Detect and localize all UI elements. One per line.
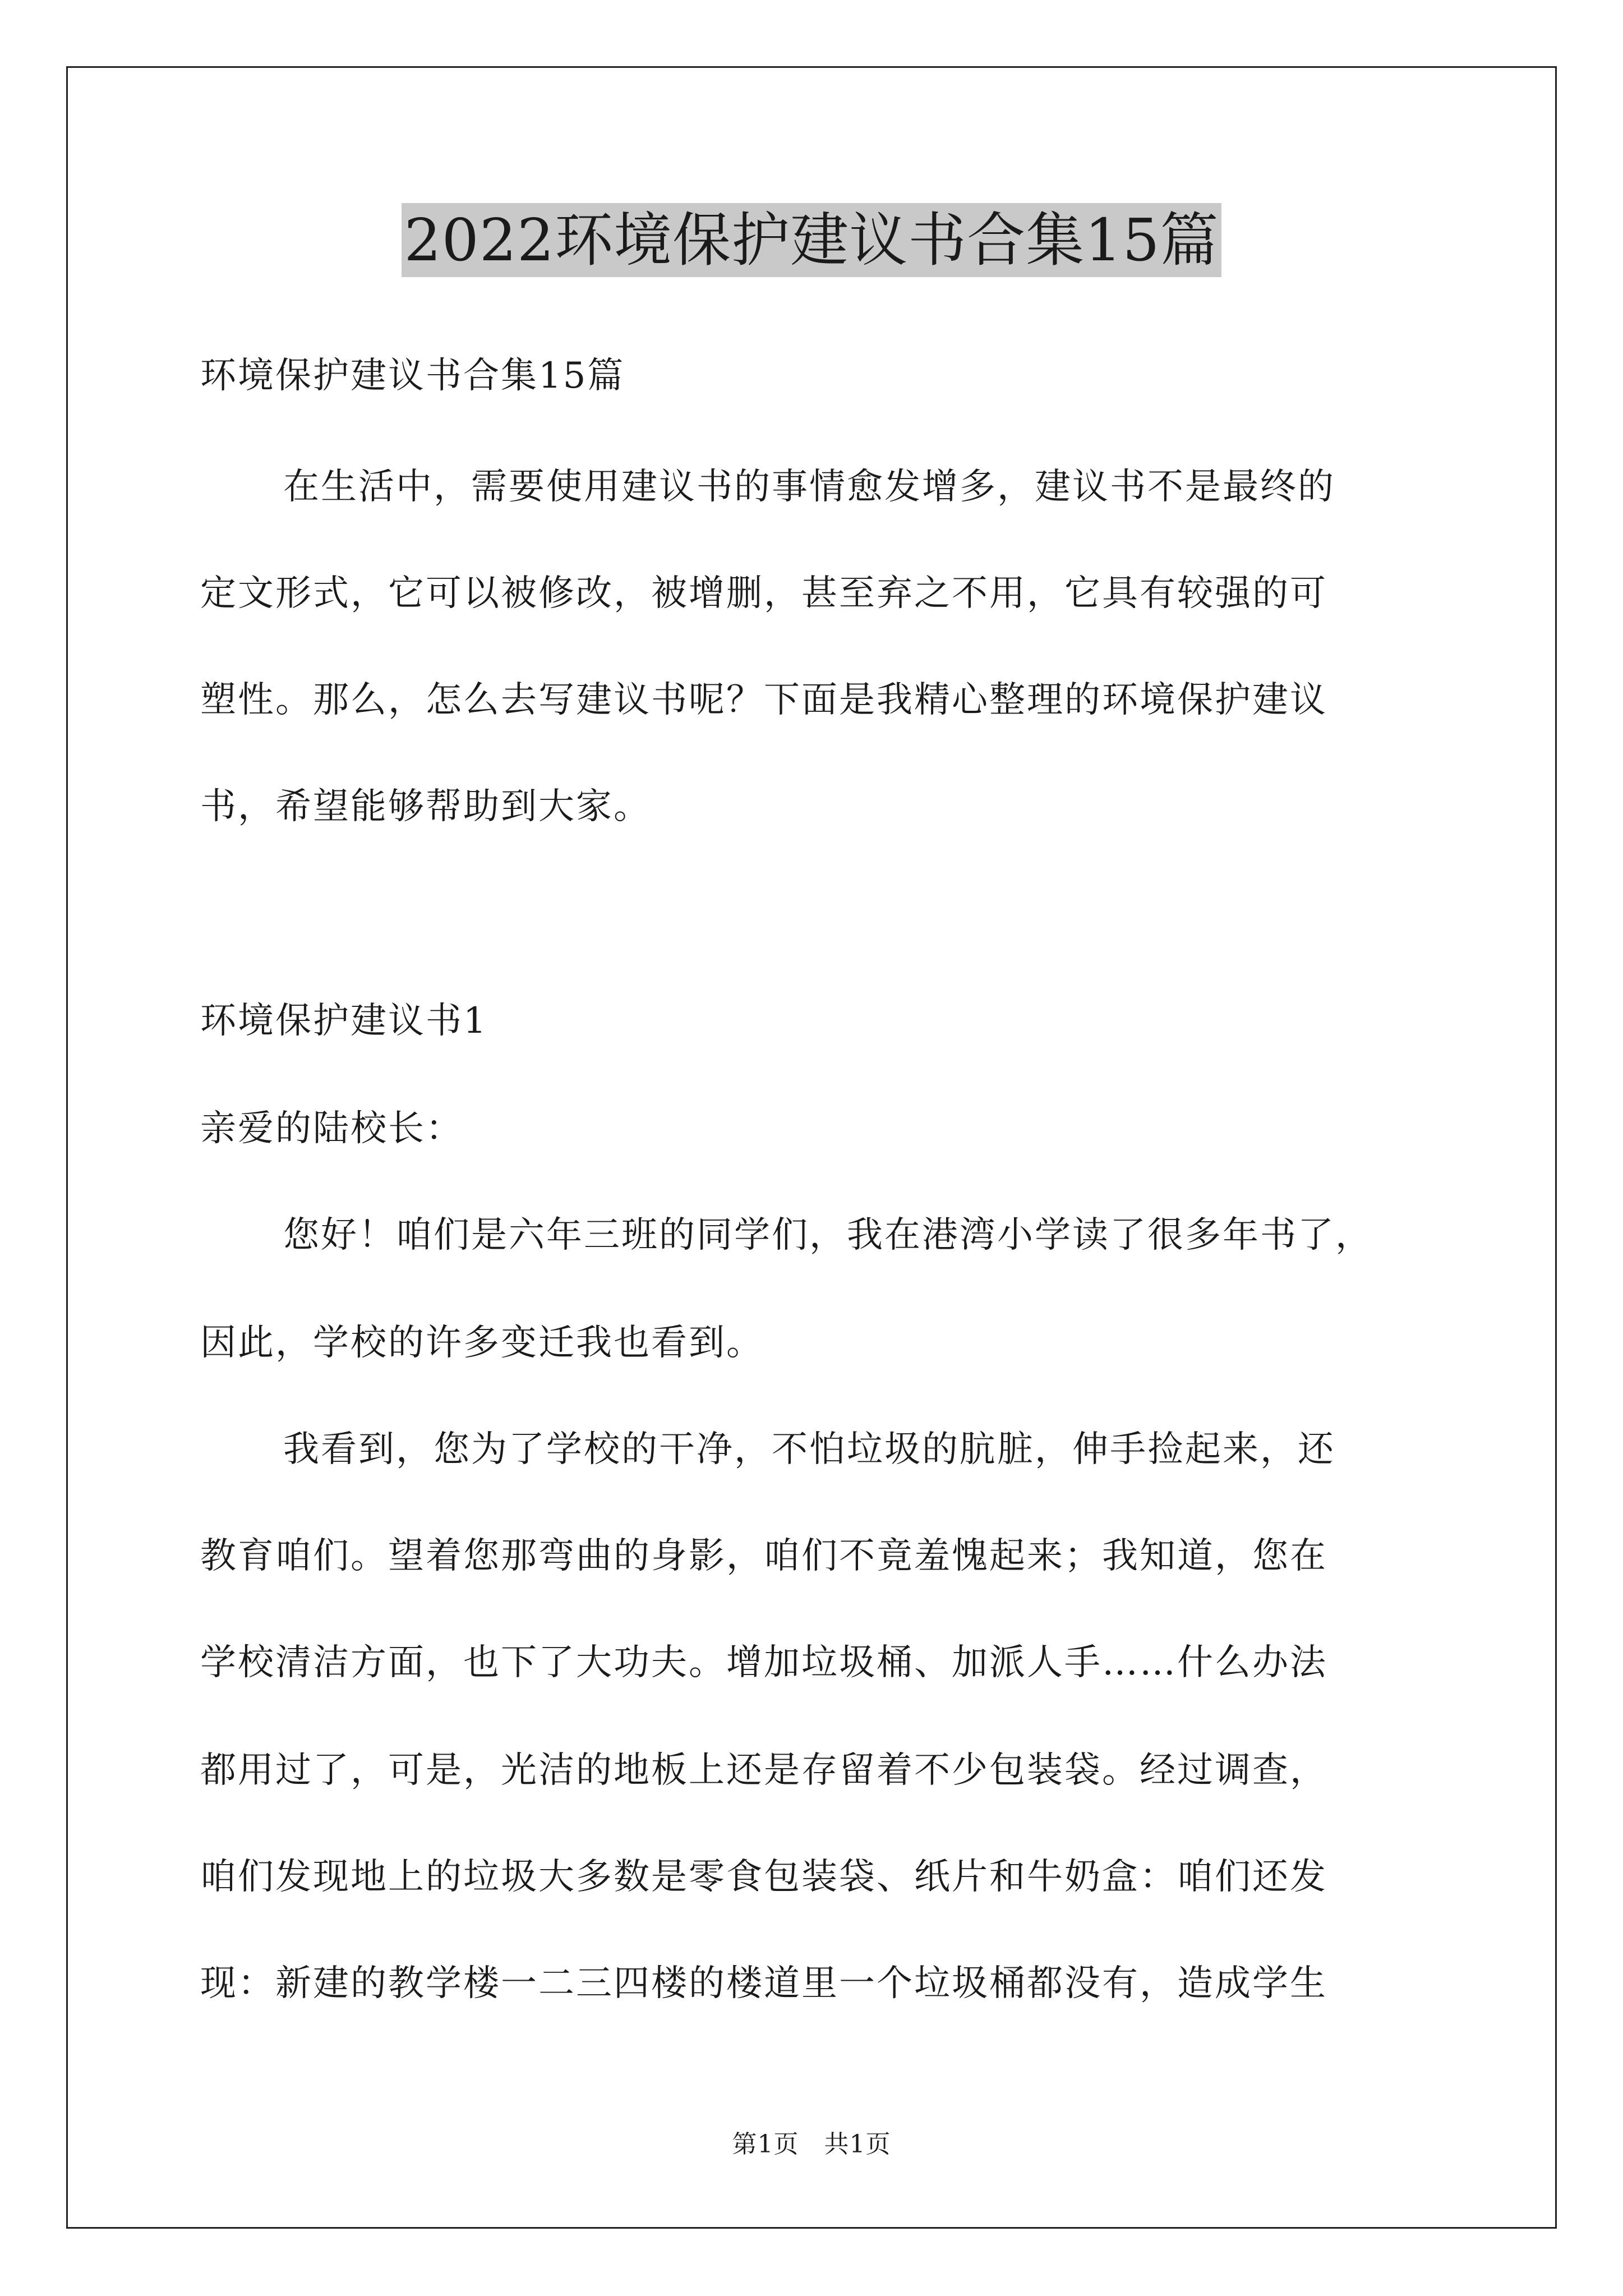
section-heading: 环境保护建议书1 [200, 1000, 488, 1042]
title-container [0, 203, 1623, 277]
page-footer: 第1页 共1页 [732, 2130, 891, 2159]
para2-line-3: 学校清洁方面，也下了大功夫。增加垃圾桶、加派人手……什么办法 [200, 1642, 1327, 1683]
para1-line-2: 因此，学校的许多变迁我也看到。 [200, 1322, 764, 1364]
salutation: 亲爱的陆校长： [200, 1108, 463, 1149]
intro-line-3: 塑性。那么，怎么去写建议书呢？下面是我精心整理的环境保护建议 [200, 679, 1327, 721]
document-title: 2022环境保护建议书合集15篇 [402, 203, 1221, 277]
intro-line-2: 定文形式，它可以被修改，被增删，甚至弃之不用，它具有较强的可 [200, 573, 1327, 614]
document-subtitle: 环境保护建议书合集15篇 [200, 355, 625, 397]
para2-line-6: 现：新建的教学楼一二三四楼的楼道里一个垃圾桶都没有，造成学生 [200, 1963, 1327, 2004]
para2-line-4: 都用过了，可是，光洁的地板上还是存留着不少包装袋。经过调查， [200, 1750, 1327, 1791]
intro-line-4: 书，希望能够帮助到大家。 [200, 786, 651, 827]
para2-line-1: 我看到，您为了学校的干净，不怕垃圾的肮脏，伸手捡起来，还 [283, 1429, 1335, 1470]
para1-line-1: 您好！咱们是六年三班的同学们，我在港湾小学读了很多年书了， [283, 1214, 1373, 1256]
para2-line-2: 教育咱们。望着您那弯曲的身影，咱们不竟羞愧起来；我知道，您在 [200, 1535, 1327, 1577]
para2-line-5: 咱们发现地上的垃圾大多数是零食包装袋、纸片和牛奶盒：咱们还发 [200, 1856, 1327, 1898]
intro-line-1: 在生活中，需要使用建议书的事情愈发增多，建议书不是最终的 [283, 466, 1335, 508]
